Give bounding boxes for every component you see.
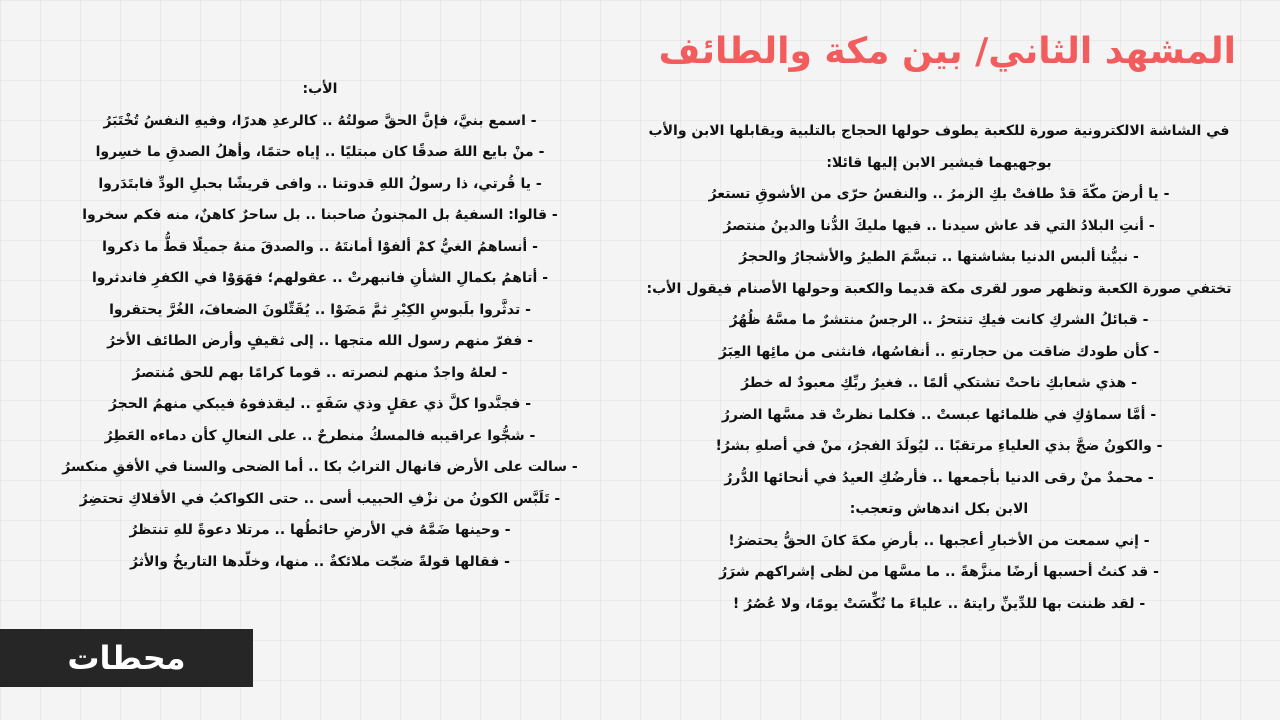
- verse-line: - لقد ظننت بها للدِّينِّ رايتهُ .. علياءَ ما نُكِّسَتْ يومًا، ولا عُصُرُ !: [732, 595, 1146, 612]
- verse-line: - قالوا: السفيهُ بل المجنونُ صاحبنا .. بل ساحرٌ كاهنٌ، منه فكم سخروا: [82, 207, 558, 223]
- stage-direction: في الشاشة الالكترونية صورة للكعبة يطوف حولها الحجاج بالتلبية ويقابلها الابن والأب بوجهيهما فيشير الابن إليها قائلا:: [648, 123, 1230, 171]
- verse-line: - نبيُّنا ألبس الدنيا بشاشتها .. تبسَّمَ الطيرُ والأشجارُ والحجرُ: [739, 249, 1139, 265]
- right-text-block: [640, 116, 1238, 620]
- verse-line: - هذي شعابكِ ناحتْ تشتكي ألمًا .. فغيرُ ربِّكِ معبودٌ له خطرُ: [741, 375, 1137, 391]
- verse-line: - منْ بايع اللهَ صدقًا كان مبتليًا .. إياه حتمًا، وأهلُ الصدقِ ما خسِروا: [95, 144, 545, 160]
- verse-line: - أنساهمُ الغيُّ كمْ ألفوْا أمانتَهُ .. والصدقَ منهُ جميلًا قطُّ ما ذكروا: [102, 238, 538, 255]
- verse-line: - شجُّوا عراقيبه فالمسكُ منطرحٌ .. على النعالِ كأن دماءه العَطِرُ: [104, 427, 536, 444]
- verse-line: - فقالها قولةً ضجّت ملائكةٌ .. منها، وخلّدها التاريخُ والأثرُ: [130, 553, 510, 570]
- verse-line: - ففرّ منهم رسول الله متجها .. إلى ثقيفٍ وأرض الطائف الأخرُ: [107, 333, 533, 349]
- verse-line: - تَلَبَّس الكونُ من نزْفِ الحبيب أسى .. حتى الكواكبُ في الأفلاكِ تحتضِرُ: [79, 490, 561, 507]
- stage-direction: تختفي صورة الكعبة وتظهر صور لقرى مكة قديما والكعبة وحولها الأصنام فيقول الأب:: [646, 280, 1232, 297]
- verse-line: - أنتِ البلادُ التي قد عاش سيدنا .. فيها مليكَ الدُّنا والدينُ منتصرُ: [723, 217, 1155, 234]
- verse-line: - قد كنتُ أحسبها أرضًا منزَّهةً .. ما مسَّها من لظى إشراكهم شرَرُ: [719, 564, 1159, 580]
- verse-line: - محمدٌ منْ رقى الدنيا بأجمعها .. فأرضُكِ العيدُ في أنحائها الدُّررُ: [724, 469, 1154, 486]
- verse-line: - اسمع بنيَّ، فإنَّ الحقَّ صولتُهُ .. كالرعدِ هدرًا، وفيهِ النفسُ تُخْتَبَرُ: [103, 112, 537, 129]
- verse-line: - فجنَّدوا كلَّ ذي عقلٍ وذي سَفَهٍ .. ليقذفوهُ فيبكي منهمُ الحجرُ: [108, 396, 532, 412]
- verse-line: - أمَّا سماؤكِ في ظلمائها عبستْ .. فكلما نظرتْ قد مسَّها الضررُ: [721, 406, 1157, 423]
- logo-badge: [0, 629, 253, 687]
- scene-title: المشهد الثاني/ بين مكة والطائف: [658, 31, 1236, 72]
- verse-line: - قبائلُ الشركِ كانت فيكِ تنتحرُ .. الرجسُ منتشرٌ ما مسَّهُ ظُهُرُ: [729, 312, 1149, 328]
- left-text-block: [40, 74, 600, 578]
- verse-line: - يا قُرتي، ذا رسولُ اللهِ قدوتنا .. وافى قريشًا بحبلِ الودِّ فابتَدَروا: [98, 175, 542, 192]
- verse-line: - لعلهُ واجدٌ منهم لنصرته .. قوما كرامًا بهم للحق مُنتصرُ: [132, 364, 508, 381]
- verse-line: - كأن طودك ضاقت من حجارتهِ .. أنفاسُها، فانثنى من مائِها العِبَرُ: [718, 343, 1160, 360]
- verse-line: - تدثَّروا بلَبوسِ الكِبْرِ ثمَّ مَضَوْا .. يُقَتِّلونَ الضعافَ، الغُرَّ يحتقروا: [109, 301, 531, 318]
- verse-line: - وحينها ضَمَّهُ في الأرضِ حائطُها .. مرتلا دعوةً للهِ تنتظرُ: [129, 522, 511, 538]
- logo-text: محطات: [67, 639, 186, 677]
- speaker-label: الأب:: [302, 81, 338, 97]
- speaker-label: الابن بكل اندهاش وتعجب:: [849, 501, 1029, 517]
- verse-line: - أتاهمُ بكمالِ الشأنِ فانبهرتْ .. عقولهم؛ فهَوَوْا في الكفرِ فاندثروا: [91, 270, 549, 286]
- verse-line: - إني سمعت من الأخبارِ أعجبها .. بأرضِ مكةَ كانَ الحقُّ يحتضرُ!: [728, 532, 1150, 549]
- verse-line: - يا أرضَ مكّةَ قدْ طافتْ بكِ الزمرُ .. والنفسُ حرّى من الأشوقِ تستعرُ: [708, 186, 1170, 202]
- verse-line: - سالت على الأرض فانهال الترابُ بكا .. أما الضحى والسنا في الأفقِ منكسرُ: [62, 459, 578, 475]
- verse-line: - والكونُ ضجَّ بذي العلياءِ مرتقبًا .. ليُولَدَ الفجرُ، منْ في أصلهِ بشرُ!: [715, 438, 1163, 454]
